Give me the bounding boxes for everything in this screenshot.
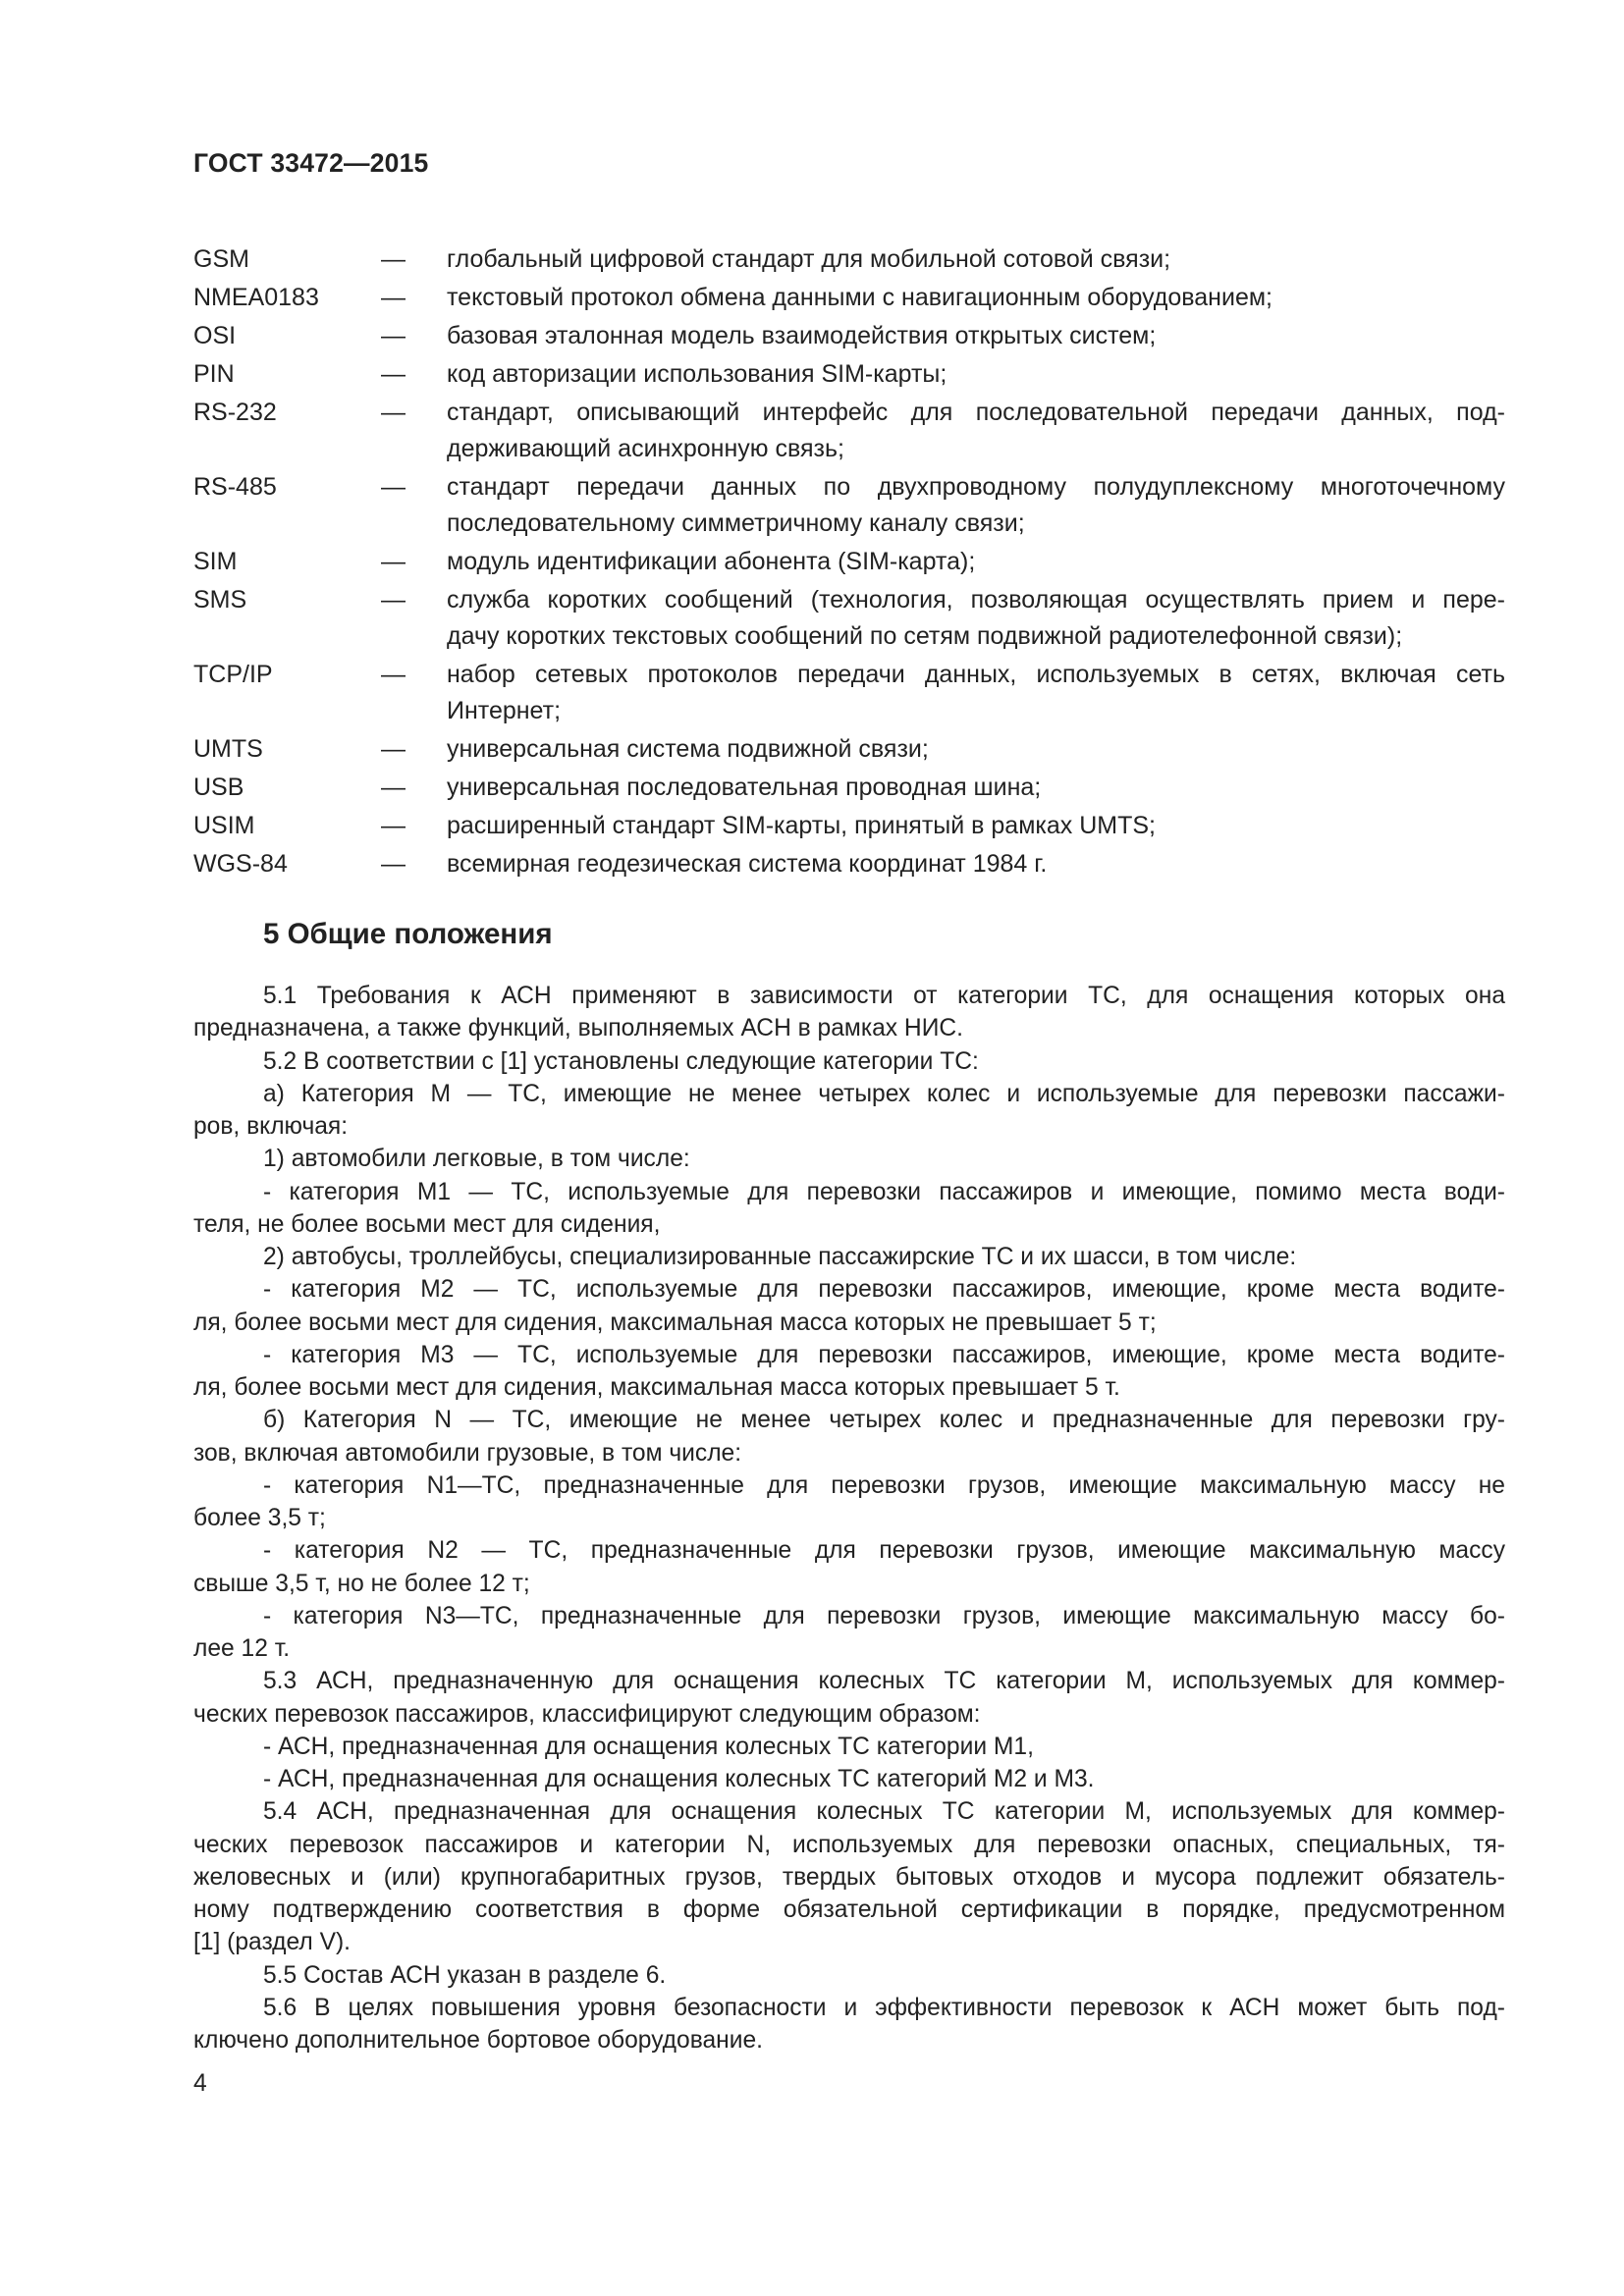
abbreviation-term: USIM [193,812,255,839]
paragraph [193,1795,1505,1958]
abbreviation-definition [447,395,1505,467]
abbreviation-term: SIM [193,548,238,575]
paragraph-line: более 3,5 т; [193,1505,326,1531]
definition-line: стандарт, описывающий интерфейс для последовательной передачи данных, под- [447,399,1505,426]
paragraph [193,1763,1505,1795]
paragraph-line: 5.6 В целях повышения уровня безопасности и эффективности перевозок к АСН может быть под- [263,1994,1505,2021]
paragraph-line: зов, включая автомобили грузовые, в том числе: [193,1439,742,1467]
definition-line: универсальная последовательная проводная шина; [447,774,1042,801]
em-dash-separator: — [381,360,406,388]
paragraph [193,1176,1505,1242]
paragraph-line: 5.5 Состав АСН указан в разделе 6. [263,1961,667,1989]
paragraph-line: - АСН, предназначенная для оснащения колесных ТС категорий М2 и М3. [263,1766,1095,1792]
definition-line: модуль идентификации абонента (SIM-карта); [447,548,976,575]
definition-line: код авторизации использования SIM-карты; [447,360,947,388]
paragraph-line: ческих перевозок пассажиров и категории N, используемых для перевозки опасных, специальных, тя- [193,1831,1505,1858]
paragraph-line: лее 12 т. [193,1635,291,1662]
paragraph-line: 5.1 Требования к АСН применяют в зависимости от категории ТС, для оснащения которых она [263,983,1505,1009]
paragraph-line: предназначена, а также функций, выполняемых АСН в рамках НИС. [193,1015,963,1042]
definition-line: универсальная система подвижной связи; [447,735,929,763]
paragraph-line: - категория N3—ТС, предназначенные для перевозки грузов, имеющие максимальную массу бо- [263,1602,1505,1629]
abbreviation-definition [447,770,1505,806]
abbreviation-term: RS-485 [193,473,277,501]
paragraph-line: - категория М2 — ТС, используемые для перевозки пассажиров, имеющие, кроме места водите- [263,1276,1505,1304]
definition-line: последовательному симметричному каналу связи; [447,509,1025,537]
paragraph-line: свыше 3,5 т, но не более 12 т; [193,1570,530,1597]
definition-line: Интернет; [447,697,562,724]
abbreviation-term: UMTS [193,735,263,763]
abbreviation-definition [447,280,1505,316]
paragraph-line: - категория М1 — ТС, используемые для перевозки пассажиров и имеющие, помимо места води- [263,1178,1505,1205]
abbreviation-definition [447,356,1505,393]
abbreviation-entry [193,280,1505,316]
abbreviation-term: TCP/IP [193,661,273,688]
abbreviation-term: WGS-84 [193,850,288,878]
abbreviation-term: OSI [193,322,237,349]
paragraph [193,1339,1505,1405]
abbreviation-term: SMS [193,586,247,614]
abbreviation-entry [193,544,1505,580]
paragraph-line: - АСН, предназначенная для оснащения колесных ТС категории М1, [263,1733,1034,1760]
paragraph [193,1045,1505,1078]
page-number: 4 [193,2070,207,2097]
paragraph-line: 1) автомобили легковые, в том числе: [263,1146,690,1173]
em-dash-separator: — [381,399,406,426]
paragraph-line: желовесных и (или) крупногабаритных грузов, твердых бытовых отходов и мусора подлежит обязатель- [193,1863,1505,1891]
abbreviation-entry [193,356,1505,393]
abbreviation-definition [447,469,1505,542]
em-dash-separator: — [381,548,406,575]
paragraph [193,1992,1505,2057]
paragraph-line: а) Категория М — ТС, имеющие не менее четырех колес и используемые для перевозки пассажи- [263,1080,1505,1107]
document-code-header: ГОСТ 33472—2015 [193,148,429,178]
paragraph-line: б) Категория N — ТС, имеющие не менее четырех колес и предназначенные для перевозки гру- [263,1407,1505,1434]
paragraph-line: - категория М3 — ТС, используемые для перевозки пассажиров, имеющие, кроме места водите- [263,1341,1505,1368]
em-dash-separator: — [381,245,406,273]
paragraph [193,1665,1505,1731]
abbreviation-entry [193,657,1505,729]
paragraph [193,1600,1505,1666]
abbreviation-term: PIN [193,360,235,388]
paragraph [193,1731,1505,1763]
abbreviation-definition [447,657,1505,729]
paragraph [193,980,1505,1045]
abbreviations-list [193,241,1505,884]
section-body [193,980,1505,2056]
definition-line: глобальный цифровой стандарт для мобильной сотовой связи; [447,245,1171,273]
paragraph [193,1241,1505,1273]
paragraph-line: ключено дополнительное бортовое оборудование. [193,2027,764,2054]
paragraph-line: ля, более восьми мест для сидения, максимальная масса которых превышает 5 т. [193,1374,1120,1401]
paragraph [193,1534,1505,1600]
abbreviation-definition [447,241,1505,278]
abbreviation-entry [193,395,1505,467]
definition-line: расширенный стандарт SIM-карты, принятый в рамках UMTS; [447,812,1156,839]
abbreviation-definition [447,318,1505,354]
abbreviation-term: GSM [193,245,249,273]
abbreviation-definition [447,544,1505,580]
definition-line: дачу коротких текстовых сообщений по сетям подвижной радиотелефонной связи); [447,622,1403,650]
paragraph-line: 2) автобусы, троллейбусы, специализированные пассажирские ТС и их шасси, в том числе: [263,1244,1297,1270]
paragraph [193,1404,1505,1469]
definition-line: стандарт передачи данных по двухпроводному полудуплексному многоточечному [447,473,1505,501]
abbreviation-definition [447,846,1505,882]
paragraph [193,1959,1505,1992]
em-dash-separator: — [381,774,406,801]
abbreviation-definition [447,808,1505,844]
section-heading: 5 Общие положения [263,918,553,950]
paragraph-line: - категория N2 — ТС, предназначенные для перевозки грузов, имеющие максимальную массу [263,1537,1505,1565]
definition-line: текстовый протокол обмена данными с навигационным оборудованием; [447,284,1272,311]
em-dash-separator: — [381,850,406,878]
em-dash-separator: — [381,284,406,311]
em-dash-separator: — [381,586,406,614]
paragraph [193,1078,1505,1144]
paragraph-line: 5.3 АСН, предназначенную для оснащения колесных ТС категории М, используемых для коммер- [263,1668,1505,1695]
paragraph [193,1273,1505,1339]
paragraph-line: ному подтверждению соответствия в форме обязательной сертификации в порядке, предусмотренном [193,1896,1505,1923]
paragraph-line: 5.4 АСН, предназначенная для оснащения колесных ТС категории М, используемых для коммер- [263,1798,1505,1826]
definition-line: базовая эталонная модель взаимодействия открытых систем; [447,322,1157,349]
abbreviation-term: NMEA0183 [193,284,319,311]
abbreviation-entry [193,241,1505,278]
paragraph-line: [1] (раздел V). [193,1929,352,1956]
paragraph-line: ческих перевозок пассажиров, классифицируют следующим образом: [193,1700,981,1728]
definition-line: служба коротких сообщений (технология, позволяющая осуществлять прием и пере- [447,586,1505,614]
definition-line: держивающий асинхронную связь; [447,435,844,462]
paragraph-line: - категория N1—ТС, предназначенные для перевозки грузов, имеющие максимальную массу не [263,1471,1505,1499]
abbreviation-definition [447,731,1505,768]
paragraph [193,1469,1505,1535]
em-dash-separator: — [381,661,406,688]
em-dash-separator: — [381,735,406,763]
paragraph-line: 5.2 В соответствии с [1] установлены следующие категории ТС: [263,1047,979,1075]
abbreviation-definition [447,582,1505,655]
abbreviation-entry [193,318,1505,354]
em-dash-separator: — [381,322,406,349]
paragraph-line: ля, более восьми мест для сидения, максимальная масса которых не превышает 5 т; [193,1308,1157,1336]
paragraph [193,1143,1505,1175]
em-dash-separator: — [381,812,406,839]
paragraph-line: теля, не более восьми мест для сидения, [193,1210,661,1238]
abbreviation-entry [193,582,1505,655]
abbreviation-term: RS-232 [193,399,277,426]
abbreviation-entry [193,846,1505,882]
abbreviation-entry [193,731,1505,768]
paragraph-line: ров, включая: [193,1113,349,1140]
definition-line: набор сетевых протоколов передачи данных, используемых в сетях, включая сеть [447,661,1505,688]
abbreviation-entry [193,469,1505,542]
abbreviation-entry [193,808,1505,844]
definition-line: всемирная геодезическая система координат 1984 г. [447,850,1048,878]
em-dash-separator: — [381,473,406,501]
abbreviation-term: USB [193,774,244,801]
abbreviation-entry [193,770,1505,806]
